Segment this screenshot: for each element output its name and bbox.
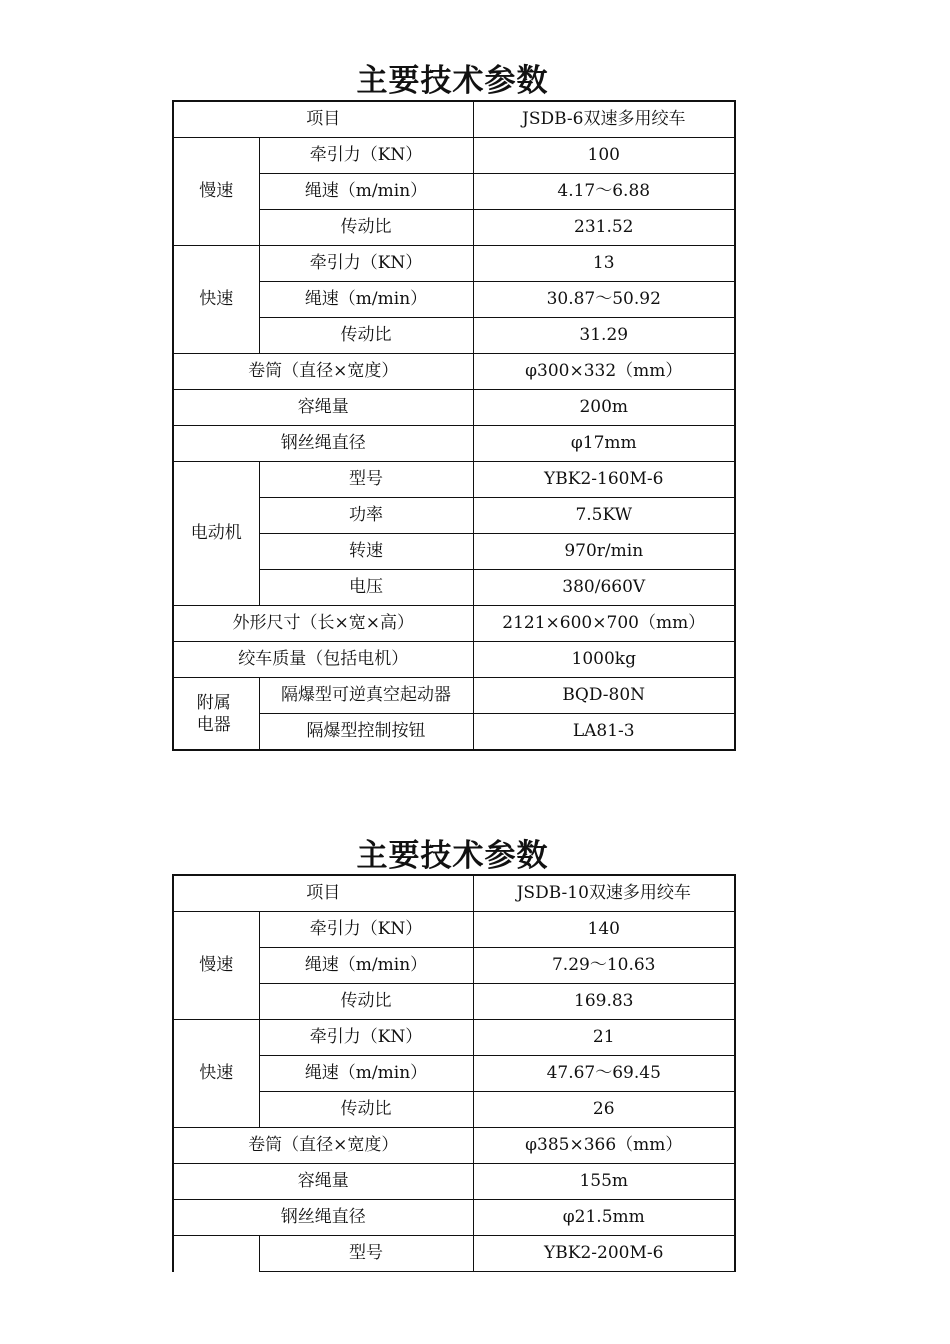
row-value: BQD-80N: [473, 678, 735, 714]
row-value: LA81-3: [473, 714, 735, 751]
row-label: 绳速（m/min）: [259, 174, 473, 210]
table-row: [173, 875, 735, 912]
header-model: JSDB-10双速多用绞车: [473, 875, 735, 912]
drum-label: 卷筒（直径×宽度）: [173, 1128, 473, 1164]
capacity-value: 200m: [473, 390, 735, 426]
row-value: 380/660V: [473, 570, 735, 606]
spec-table-jsdb-10: [172, 874, 736, 1272]
mass-label: 绞车质量（包括电机）: [173, 642, 473, 678]
row-label: 型号: [259, 1236, 473, 1272]
row-value: 169.83: [473, 984, 735, 1020]
mass-value: 1000kg: [473, 642, 735, 678]
group-accessory-label: 附属电器: [196, 692, 231, 735]
rope-value: φ17mm: [473, 426, 735, 462]
dimensions-label: 外形尺寸（长×宽×高）: [173, 606, 473, 642]
row-label: 绳速（m/min）: [259, 1056, 473, 1092]
rope-label: 钢丝绳直径: [173, 1200, 473, 1236]
row-value: 47.67～69.45: [473, 1056, 735, 1092]
group-fast: 快速: [173, 246, 259, 354]
table-row: [173, 1236, 735, 1272]
table-row: [173, 912, 735, 948]
row-label: 绳速（m/min）: [259, 282, 473, 318]
table-row: [173, 678, 735, 714]
spec-table-jsdb-6: [172, 100, 736, 751]
row-label: 传动比: [259, 318, 473, 354]
header-model: JSDB-6双速多用绞车: [473, 101, 735, 138]
row-label: 型号: [259, 462, 473, 498]
row-value: YBK2-200M-6: [473, 1236, 735, 1272]
table-row: [173, 462, 735, 498]
table-row: [173, 1164, 735, 1200]
table-title: 主要技术参数: [356, 63, 549, 99]
row-label: 电压: [259, 570, 473, 606]
row-label: 绳速（m/min）: [259, 948, 473, 984]
table-row: [173, 354, 735, 390]
table-row: [173, 606, 735, 642]
row-value: YBK2-160M-6: [473, 462, 735, 498]
row-value: 21: [473, 1020, 735, 1056]
row-value: 30.87～50.92: [473, 282, 735, 318]
row-value: 7.5KW: [473, 498, 735, 534]
row-value: 31.29: [473, 318, 735, 354]
row-label: 转速: [259, 534, 473, 570]
row-label: 传动比: [259, 1092, 473, 1128]
drum-value: φ300×332（mm）: [473, 354, 735, 390]
row-label: 牵引力（KN）: [259, 246, 473, 282]
table-row: [173, 642, 735, 678]
table-row: [173, 138, 735, 174]
row-value: 7.29～10.63: [473, 948, 735, 984]
dimensions-value: 2121×600×700（mm）: [473, 606, 735, 642]
row-value: 4.17～6.88: [473, 174, 735, 210]
row-value: 100: [473, 138, 735, 174]
table-row: [173, 101, 735, 138]
group-motor: [173, 1236, 259, 1272]
capacity-label: 容绳量: [173, 390, 473, 426]
row-value: 13: [473, 246, 735, 282]
table-row: [173, 1200, 735, 1236]
table-row: [173, 246, 735, 282]
capacity-value: 155m: [473, 1164, 735, 1200]
row-label: 隔爆型控制按钮: [259, 714, 473, 751]
header-label: 项目: [173, 875, 473, 912]
row-label: 隔爆型可逆真空起动器: [259, 678, 473, 714]
row-label: 传动比: [259, 984, 473, 1020]
table-row: [173, 426, 735, 462]
row-label: 牵引力（KN）: [259, 912, 473, 948]
table-row: [173, 390, 735, 426]
row-label: 牵引力（KN）: [259, 138, 473, 174]
drum-value: φ385×366（mm）: [473, 1128, 735, 1164]
group-fast: 快速: [173, 1020, 259, 1128]
group-slow: 慢速: [173, 912, 259, 1020]
rope-value: φ21.5mm: [473, 1200, 735, 1236]
rope-label: 钢丝绳直径: [173, 426, 473, 462]
drum-label: 卷筒（直径×宽度）: [173, 354, 473, 390]
row-value: 231.52: [473, 210, 735, 246]
table-row: [173, 1020, 735, 1056]
row-value: 970r/min: [473, 534, 735, 570]
group-slow: 慢速: [173, 138, 259, 246]
row-value: 26: [473, 1092, 735, 1128]
table-title: 主要技术参数: [356, 838, 549, 874]
row-label: 功率: [259, 498, 473, 534]
row-label: 传动比: [259, 210, 473, 246]
header-label: 项目: [173, 101, 473, 138]
row-value: 140: [473, 912, 735, 948]
row-label: 牵引力（KN）: [259, 1020, 473, 1056]
table-row: [173, 1128, 735, 1164]
group-accessory: [173, 678, 259, 751]
capacity-label: 容绳量: [173, 1164, 473, 1200]
group-motor: 电动机: [173, 462, 259, 606]
